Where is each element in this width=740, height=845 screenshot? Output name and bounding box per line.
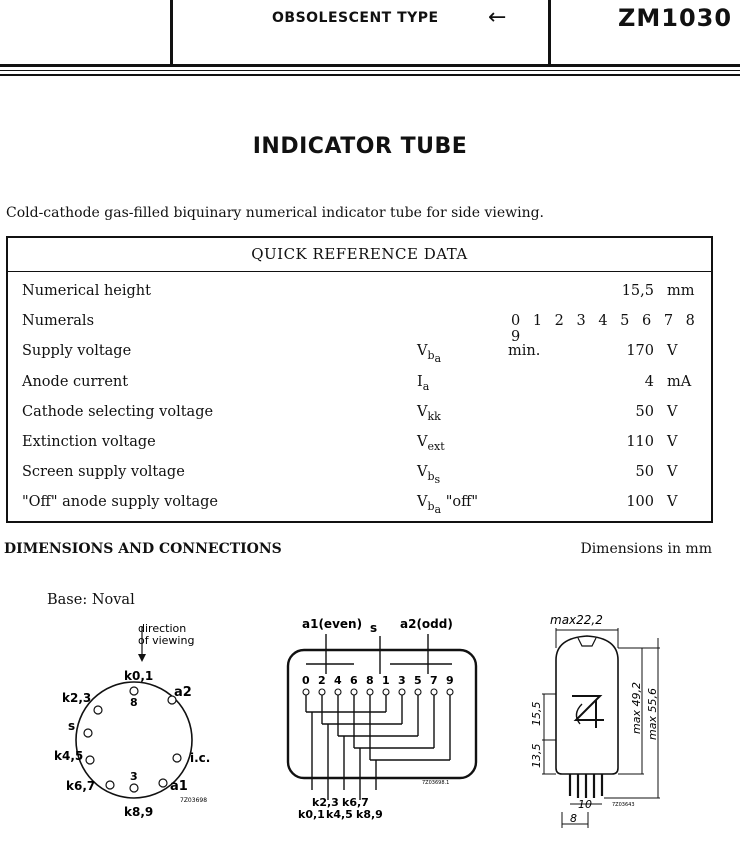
section-heading: DIMENSIONS AND CONNECTIONS — [4, 541, 282, 557]
quick-reference-row — [22, 374, 702, 396]
quick-reference-row — [22, 434, 702, 456]
direction-label: direction — [138, 622, 187, 635]
row-label: Numerals — [22, 313, 95, 330]
row-value: 50 — [635, 464, 654, 481]
base-pinout-diagram — [54, 618, 230, 828]
digit-label: 6 — [350, 674, 358, 687]
svg-text:8: 8 — [570, 812, 577, 825]
quick-reference-row — [22, 404, 702, 426]
row-qualifier: min. — [508, 343, 541, 360]
row-value: 170 — [626, 343, 654, 360]
row-unit: mm — [667, 283, 695, 299]
arrow-left-icon: ← — [488, 5, 507, 30]
description: Cold-cathode gas-filled biquinary numerical indicator tube for side viewing. — [6, 205, 545, 221]
svg-text:10: 10 — [578, 798, 592, 811]
svg-text:3: 3 — [130, 770, 138, 783]
svg-text:k6,7: k6,7 — [66, 779, 96, 793]
header-divider — [548, 0, 551, 66]
row-label: Screen supply voltage — [22, 464, 185, 481]
row-value: 110 — [626, 434, 654, 450]
row-unit: V — [667, 403, 678, 420]
digit-label: 4 — [334, 674, 342, 687]
digit-label: 0 — [302, 674, 310, 687]
units-note: Dimensions in mm — [580, 541, 712, 557]
connection-diagram — [282, 612, 482, 827]
header-rule — [0, 70, 740, 71]
svg-text:max 55,6: max 55,6 — [646, 688, 659, 740]
svg-text:k2,3: k2,3 — [62, 691, 92, 705]
quick-reference-heading: QUICK REFERENCE DATA — [8, 238, 711, 272]
cathode-lead-label: k4,5 — [326, 808, 353, 821]
svg-text:s: s — [68, 719, 76, 733]
svg-text:a2(odd): a2(odd) — [400, 617, 453, 631]
row-unit: V — [667, 343, 678, 360]
svg-text:s: s — [370, 621, 378, 635]
document-header — [0, 0, 740, 78]
row-label: Supply voltage — [22, 343, 132, 360]
row-value: 0 1 2 3 4 5 6 7 8 9 — [511, 313, 699, 346]
svg-text:a2: a2 — [174, 685, 192, 700]
type-code: ZM1030 — [618, 4, 733, 32]
digit-label: 3 — [398, 674, 406, 687]
row-value: 50 — [635, 403, 654, 420]
svg-text:8: 8 — [130, 696, 138, 709]
svg-text:a1(even): a1(even) — [302, 617, 363, 631]
tube-outline-drawing — [520, 608, 700, 833]
cathode-lead-label: k8,9 — [356, 808, 383, 821]
row-symbol: $V_{b_s}$ — [417, 464, 441, 487]
digit-label: 5 — [414, 674, 422, 687]
cathode-pin — [303, 689, 309, 695]
svg-text:7Z03698.1: 7Z03698.1 — [422, 780, 450, 786]
svg-text:k0,1: k0,1 — [124, 669, 154, 683]
svg-text:a1: a1 — [170, 779, 188, 794]
cathode-pin — [447, 689, 453, 695]
row-symbol: $V_{b_a}$ — [417, 343, 442, 366]
svg-text:max 49,2: max 49,2 — [630, 682, 643, 734]
row-symbol: $V_{ext}$ — [417, 434, 445, 453]
svg-text:i.c.: i.c. — [190, 751, 211, 765]
cathode-pin — [351, 689, 357, 695]
cathode-lead-label: k6,7 — [342, 796, 369, 809]
cathode-lead-label: k0,1 — [298, 808, 325, 821]
cathode-pin — [399, 689, 405, 695]
row-label: Numerical height — [22, 283, 151, 299]
row-label: "Off" anode supply voltage — [22, 494, 218, 511]
digit-label: 7 — [430, 674, 438, 687]
row-unit: V — [667, 434, 678, 450]
cathode-pin — [335, 689, 341, 695]
digit-label: 2 — [318, 674, 326, 687]
svg-text:7Z03698: 7Z03698 — [180, 797, 208, 804]
row-symbol: $V_{b_a}$ "off" — [417, 494, 479, 517]
quick-reference-row — [22, 313, 702, 346]
row-label: Extinction voltage — [22, 434, 156, 450]
row-label: Cathode selecting voltage — [22, 403, 214, 420]
cathode-lead-label: k2,3 — [312, 796, 339, 809]
base-label: Base: Noval — [47, 592, 135, 608]
header-rule — [0, 74, 740, 76]
row-value: 4 — [644, 373, 654, 390]
row-value: 15,5 — [621, 283, 654, 299]
row-unit: mA — [667, 373, 692, 390]
row-symbol: $V_{kk}$ — [417, 403, 441, 423]
page-title: INDICATOR TUBE — [252, 134, 468, 159]
direction-label: of viewing — [138, 634, 195, 647]
svg-text:k4,5: k4,5 — [54, 749, 84, 763]
svg-text:7Z03643: 7Z03643 — [612, 802, 635, 808]
row-symbol: $I_a$ — [417, 373, 430, 393]
quick-reference-row — [22, 343, 702, 365]
cathode-pin — [383, 689, 389, 695]
cathode-pin — [367, 689, 373, 695]
header-rule — [0, 64, 740, 67]
cathode-pin — [319, 689, 325, 695]
row-unit: V — [667, 494, 678, 511]
quick-reference-row — [22, 464, 702, 486]
digit-label: 1 — [382, 674, 390, 687]
quick-reference-table — [6, 236, 713, 523]
svg-text:13,5: 13,5 — [530, 743, 543, 768]
row-value: 100 — [626, 494, 654, 511]
row-label: Anode current — [22, 373, 129, 390]
header-divider — [170, 0, 173, 66]
header-type-label: OBSOLESCENT TYPE — [272, 10, 439, 26]
digit-label: 8 — [366, 674, 374, 687]
quick-reference-row — [22, 283, 702, 305]
svg-text:k8,9: k8,9 — [124, 805, 154, 819]
row-unit: V — [667, 464, 678, 481]
svg-text:max22,2: max22,2 — [550, 613, 603, 627]
cathode-pin — [431, 689, 437, 695]
quick-reference-row — [22, 494, 702, 516]
svg-text:15,5: 15,5 — [530, 701, 543, 726]
cathode-pin — [415, 689, 421, 695]
digit-label: 9 — [446, 674, 454, 687]
